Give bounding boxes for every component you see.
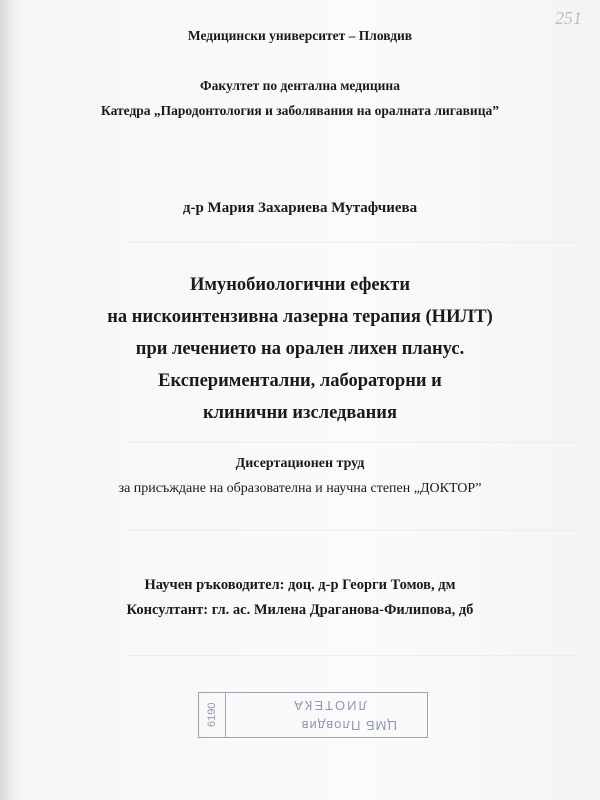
- university-name: Медицински университет – Пловдив: [187, 28, 413, 43]
- stamp-line: ЦМБ Пловдив: [300, 718, 397, 733]
- author-name: д-р Мария Захариева Мутафчиева: [182, 200, 418, 216]
- title-line: клинични изследвания: [203, 403, 397, 423]
- title-line: на нискоинтензивна лазерна терапия (НИЛТ): [107, 307, 493, 327]
- stamp-line: ЛИОТЕКА: [292, 698, 367, 713]
- library-stamp: [198, 692, 428, 738]
- degree-text: за присъждане на образователна и научна степен „ДОКТОР”: [118, 481, 482, 496]
- corner-mark: 251: [555, 8, 582, 28]
- title-line: Експериментални, лабораторни и: [158, 371, 442, 391]
- bleed-through-rule: [130, 442, 580, 443]
- department-name: Катедра „Пародонтология и заболявания на оралната лигавица”: [101, 103, 499, 118]
- faculty-name: Факултет по дентална медицина: [200, 78, 400, 93]
- title-line: Имунобиологични ефекти: [190, 275, 410, 295]
- bleed-through-rule: [130, 530, 580, 531]
- work-type: Дисертационен труд: [235, 456, 365, 471]
- page-edge: [0, 0, 14, 800]
- bleed-through-rule: [130, 242, 580, 243]
- title-line: при лечението на орален лихен планус.: [135, 339, 465, 359]
- bleed-through-rule: [130, 655, 580, 656]
- consultant: Консултант: гл. ас. Милена Драганова-Филипова, дб: [126, 602, 474, 618]
- stamp-number: 6190: [199, 693, 226, 737]
- supervisor: Научен ръководител: доц. д-р Георги Томов, дм: [144, 577, 456, 593]
